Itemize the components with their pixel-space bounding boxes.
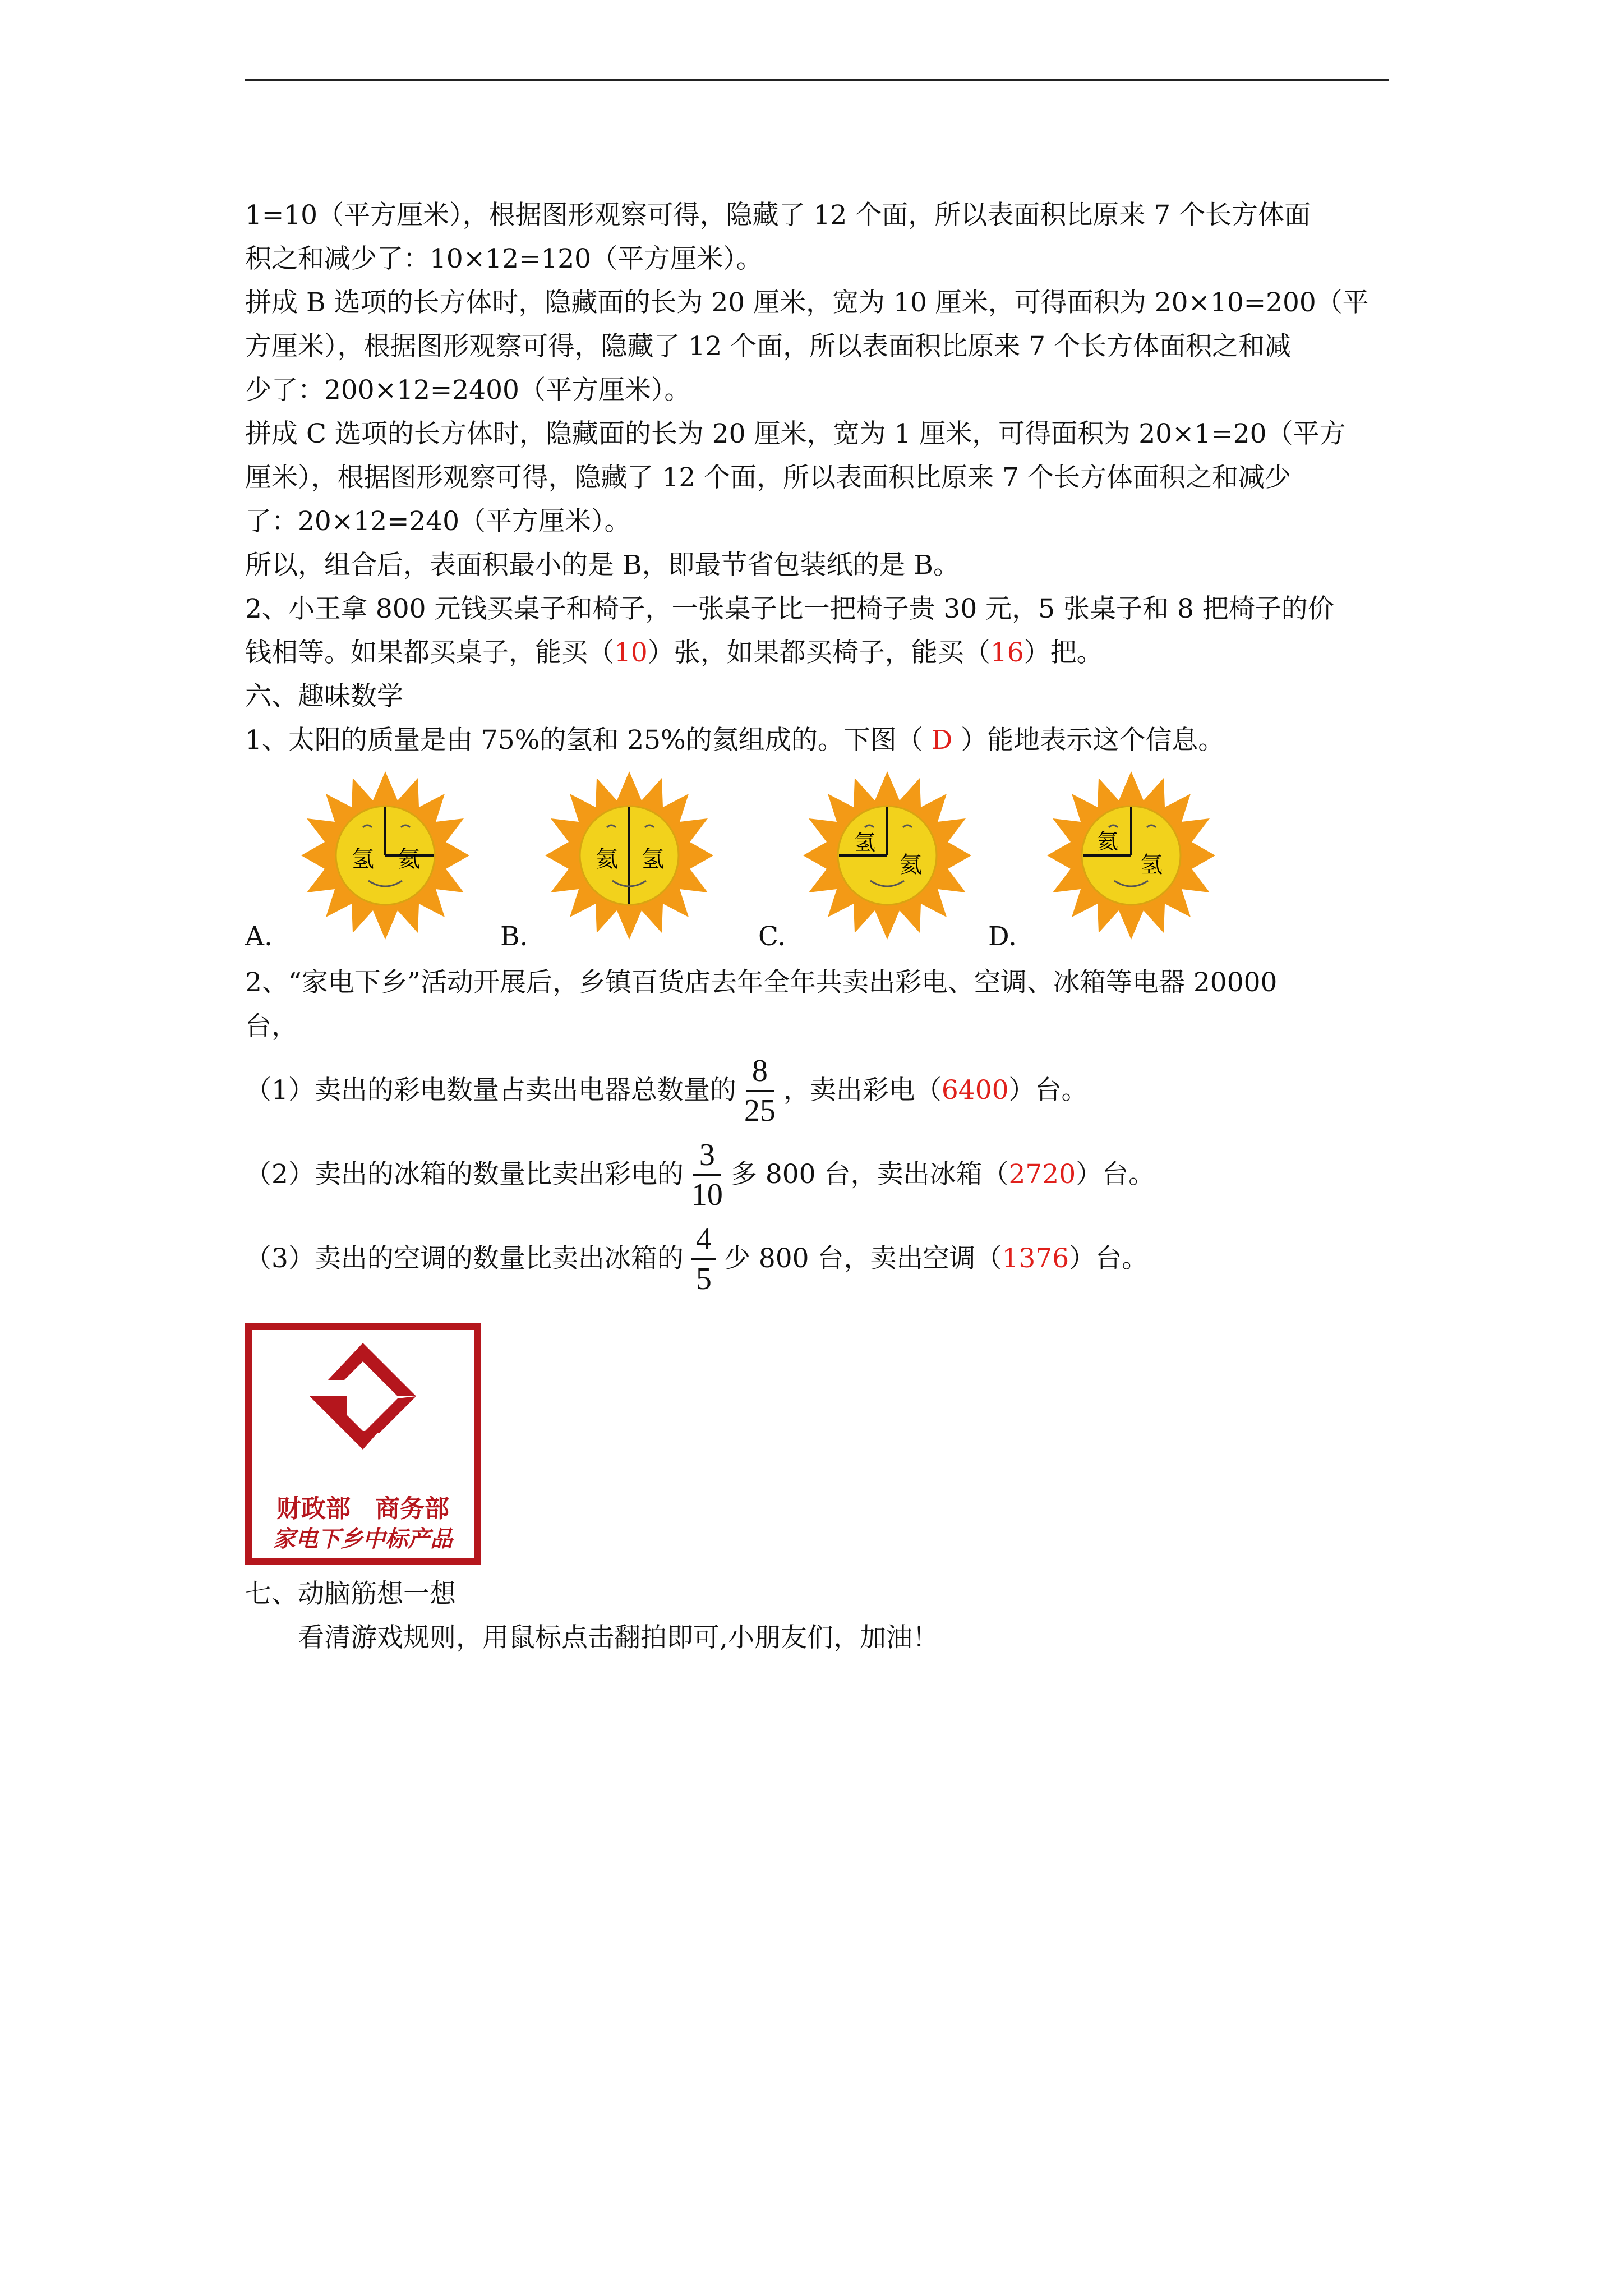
sun-char-left: 氢 [854,830,876,855]
fraction-denominator: 10 [691,1177,723,1212]
fraction-numerator: 8 [751,1053,768,1088]
sun-option-d-image [1036,771,1227,956]
text: ）台。 [1069,1243,1149,1274]
fraction [744,1053,776,1129]
text: ）张，如果都买椅子，能买（ [647,637,990,668]
option-label-c: C. [758,921,786,952]
answer-tables: 10 [614,637,648,668]
header-rule [245,79,1389,81]
sun-icon [290,771,481,956]
text: 1、太阳的质量是由 75%的氢和 25%的氦组成的。下图（ [245,725,932,756]
paragraph: 少了：200×12=2400（平方厘米）。 [245,375,691,406]
money-question-line2 [245,631,1395,675]
appliance-intro-line1: 2、“家电下乡”活动开展后，乡镇百货店去年全年共卖出彩电、空调、冰箱等电器 20000 [245,967,1278,998]
paragraph: 了：20×12=240（平方厘米）。 [245,506,631,537]
text: （1）卖出的彩电数量占卖出电器总数量的 [245,1075,736,1106]
text: 钱相等。如果都买桌子，能买（ [245,637,614,668]
appliance-question-2 [245,1133,1395,1217]
appliance-question-1 [245,1048,1395,1133]
document-body [245,194,1395,1660]
fraction-denominator: 25 [744,1093,776,1128]
fraction-bar [746,1090,774,1092]
sun-char-left: 氦 [596,846,618,872]
logo-line2: 家电下乡中标产品 [273,1526,453,1552]
section-heading-6: 六、趣味数学 [245,681,403,712]
fraction [691,1221,716,1297]
answer: 2720 [1008,1159,1076,1190]
answer: 1376 [1002,1243,1069,1274]
text: ）台。 [1008,1075,1088,1106]
fraction-denominator: 5 [695,1261,712,1296]
text: ）台。 [1076,1159,1155,1190]
fraction [691,1137,723,1213]
answer-chairs: 16 [990,637,1024,668]
sun-options [245,771,1395,956]
sun-char-right: 氢 [642,846,664,872]
paragraph: 积之和减少了：10×12=120（平方厘米）。 [245,243,763,274]
paragraph: 厘米），根据图形观察可得，隐藏了 12 个面，所以表面积比原来 7 个长方体面积之和减少 [245,462,1291,493]
sun-question [245,719,1395,762]
paragraph: 拼成 C 选项的长方体时，隐藏面的长为 20 厘米，宽为 1 厘米，可得面积为 20×1=20（平方 [245,418,1346,449]
option-label-d: D. [988,921,1017,952]
sun-option-b-image [534,771,725,956]
logo-line1: 财政部 商务部 [276,1494,449,1523]
sun-char-right: 氦 [900,852,922,878]
appliance-question-3 [245,1217,1395,1301]
fraction-bar [691,1258,716,1260]
section7-text: 看清游戏规则，用鼠标点击翻拍即可,小朋友们，加油！ [298,1622,939,1653]
money-question-line1: 2、小王拿 800 元钱买桌子和椅子，一张桌子比一把椅子贵 30 元，5 张桌子和 8 把椅子的价 [245,593,1334,624]
text: ）能地表示这个信息。 [952,725,1225,756]
paragraph: 方厘米），根据图形观察可得，隐藏了 12 个面，所以表面积比原来 7 个长方体面积之和减 [245,331,1291,362]
sun-char-left: 氦 [1096,829,1119,854]
sun-option-a-image [290,771,481,956]
option-label-b: B. [500,921,528,952]
text: （3）卖出的空调的数量比卖出冰箱的 [245,1243,684,1274]
sun-answer: D [931,725,953,756]
text: ，卖出彩电（ [783,1075,942,1106]
paragraph: 所以，组合后，表面积最小的是 B，即最节省包装纸的是 B。 [245,550,960,581]
text: 多 800 台，卖出冰箱（ [730,1159,1009,1190]
text: ）把。 [1023,637,1103,668]
text: （2）卖出的冰箱的数量比卖出彩电的 [245,1159,684,1190]
appliance-intro-line2: 台， [245,1011,298,1042]
paragraph: 拼成 B 选项的长方体时，隐藏面的长为 20 厘米，宽为 10 厘米，可得面积为 20×10=200（平 [245,287,1369,318]
text: 少 800 台，卖出空调（ [723,1243,1002,1274]
sun-icon [534,771,725,956]
sun-char-left: 氢 [352,846,374,872]
fraction-bar [693,1174,721,1176]
sun-icon [1036,771,1227,956]
answer: 6400 [941,1075,1009,1106]
option-label-a: A. [245,921,273,952]
sun-icon [792,771,983,956]
logo-icon [245,1323,481,1565]
fraction-numerator: 4 [695,1221,712,1257]
jiadian-xiaxiang-logo [245,1323,481,1565]
paragraph: 1=10（平方厘米），根据图形观察可得，隐藏了 12 个面，所以表面积比原来 7 个长方体面 [245,200,1311,231]
sun-char-right: 氦 [398,846,420,872]
section-heading-7: 七、动脑筋想一想 [245,1579,456,1609]
sun-char-right: 氢 [1140,852,1163,878]
fraction-numerator: 3 [699,1137,715,1172]
sun-option-c-image [792,771,983,956]
